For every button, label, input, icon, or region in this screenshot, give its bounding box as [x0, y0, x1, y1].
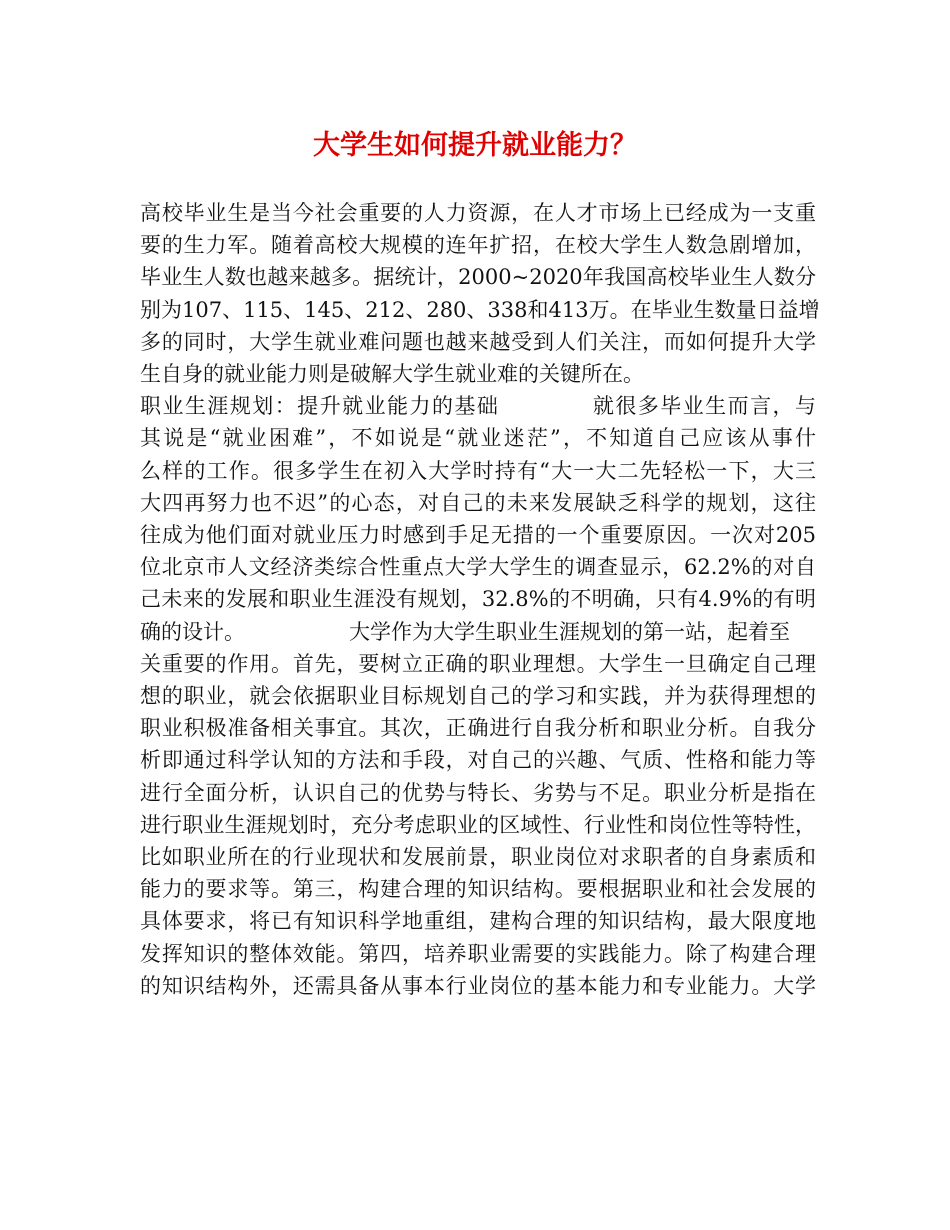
- body-line-fragment: 确的设计。: [140, 619, 245, 644]
- body-line: 能力的要求等。第三，构建合理的知识结构。要根据职业和社会发展的: [140, 877, 816, 902]
- body-line: 位北京市人文经济类综合性重点大学大学生的调查显示，62.2%的对自: [140, 555, 816, 580]
- body-line-with-heading: [140, 390, 816, 422]
- section-heading: 职业生涯规划：提升就业能力的基础: [140, 394, 500, 419]
- body-line: 多的同时，大学生就业难问题也越来越受到人们关注，而如何提升大学: [140, 329, 816, 354]
- body-line: 么样的工作。很多学生在初入大学时持有“大一大二先轻松一下，大三: [140, 458, 816, 483]
- body-line: 职业积极准备相关事宜。其次，正确进行自我分析和职业分析。自我分: [140, 716, 816, 741]
- body-line: 进行职业生涯规划时，充分考虑职业的区域性、行业性和岗位性等特性，: [140, 812, 816, 837]
- body-line: 高校毕业生是当今社会重要的人力资源，在人才市场上已经成为一支重: [140, 201, 816, 225]
- body-line: 其说是“就业困难”，不如说是“就业迷茫”，不知道自己应该从事什: [140, 426, 816, 451]
- body-line: 大四再努力也不迟”的心态，对自己的未来发展缺乏科学的规划，这往: [140, 490, 816, 515]
- body-line-fragment: 就很多毕业生而言，与: [591, 394, 817, 419]
- body-line: 往成为他们面对就业压力时感到手足无措的一个重要原因。一次对205: [140, 523, 816, 548]
- body-line: 比如职业所在的行业现状和发展前景，职业岗位对求职者的自身素质和: [140, 845, 816, 870]
- body-line-fragment: 大学作为大学生职业生涯规划的第一站，起着至: [349, 619, 790, 644]
- body-line: 析即通过科学认知的方法和手段，对自己的兴趣、气质、性格和能力等: [140, 748, 816, 773]
- body-line: 的知识结构外，还需具备从事本行业岗位的基本能力和专业能力。大学: [140, 973, 816, 998]
- body-line-with-continuation: [140, 616, 816, 648]
- body-line: 想的职业，就会依据职业目标规划自己的学习和实践，并为获得理想的: [140, 684, 816, 709]
- body-line: 己未来的发展和职业生涯没有规划，32.8%的不明确，只有4.9%的有明: [140, 587, 816, 612]
- body-line: 发挥知识的整体效能。第四，培养职业需要的实践能力。除了构建合理: [140, 941, 816, 966]
- document-body: [140, 197, 820, 1002]
- body-line: 关重要的作用。首先，要树立正确的职业理想。大学生一旦确定自己理: [140, 651, 816, 676]
- body-line: 毕业生人数也越来越多。据统计，2000~2020年我国高校毕业生人数分: [140, 265, 816, 290]
- body-line: 进行全面分析，认识自己的优势与特长、劣势与不足。职业分析是指在: [140, 780, 816, 805]
- document-title: 大学生如何提升就业能力？: [313, 130, 637, 161]
- body-line: 要的生力军。随着高校大规模的连年扩招，在校大学生人数急剧增加，: [140, 233, 816, 258]
- body-line: 具体要求，将已有知识科学地重组，建构合理的知识结构，最大限度地: [140, 909, 816, 934]
- body-line: 别为107、115、145、212、280、338和413万。在毕业生数量日益增: [140, 297, 820, 322]
- body-line: 生自身的就业能力则是破解大学生就业难的关键所在。: [140, 362, 644, 387]
